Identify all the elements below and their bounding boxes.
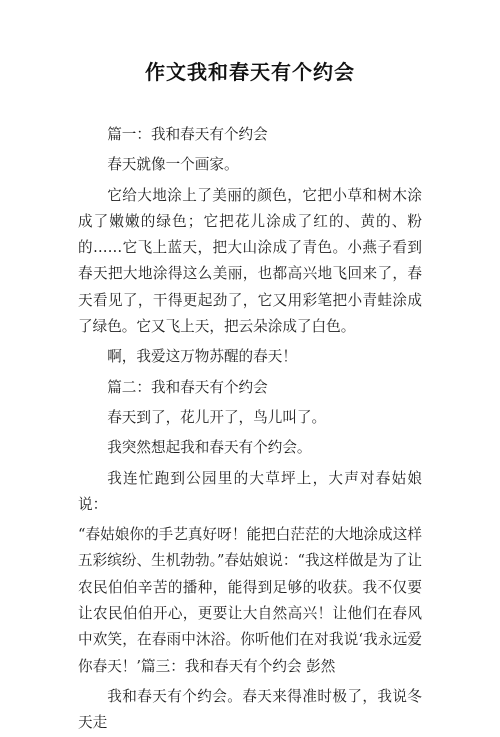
- paragraph-8: 我连忙跑到公园里的大草坪上，大声对春姑娘说：: [78, 469, 422, 513]
- paragraph-10: 我和春天有个约会。春天来得准时极了，我说冬天走: [78, 687, 422, 732]
- paragraph-4: 啊，我爱这万物苏醒的春天！: [107, 348, 297, 366]
- document-body: [78, 122, 422, 737]
- page-title: 作文我和春天有个约会: [145, 60, 355, 84]
- paragraph-5: 篇二：我和春天有个约会: [107, 378, 268, 396]
- paragraph-9: “春姑娘你的手艺真好呀！能把白茫茫的大地涂成这样五彩缤纷、生机勃勃。”春姑娘说：“我这样做是为了让农民伯伯辛苦的播种，能得到足够的收获。我不仅要让农民伯伯开心，更要让大自然高兴！让他们在春风中欢笑，在春雨中沐浴。你听他们在对我说‘我永远爱你春天！’篇三：我和春天有个约会 彭然: [78, 526, 422, 675]
- paragraph-3: 它给大地涂上了美丽的颜色，它把小草和树木涂成了嫩嫩的绿色；它把花儿涂成了红的、黄的、粉的……它飞上蓝天，把大山涂成了青色。小燕子看到春天把大地涂得这么美丽，也都高兴地飞回来了，春天看见了，干得更起劲了，它又用彩笔把小青蛙涂成了绿色。它又飞上天，把云朵涂成了白色。: [78, 186, 422, 336]
- paragraph-2: 春天就像一个画家。: [107, 156, 239, 174]
- paragraph-6: 春天到了，花儿开了，鸟儿叫了。: [107, 408, 327, 426]
- paragraph-7: 我突然想起我和春天有个约会。: [107, 439, 312, 457]
- paragraph-1: 篇一：我和春天有个约会: [107, 126, 268, 143]
